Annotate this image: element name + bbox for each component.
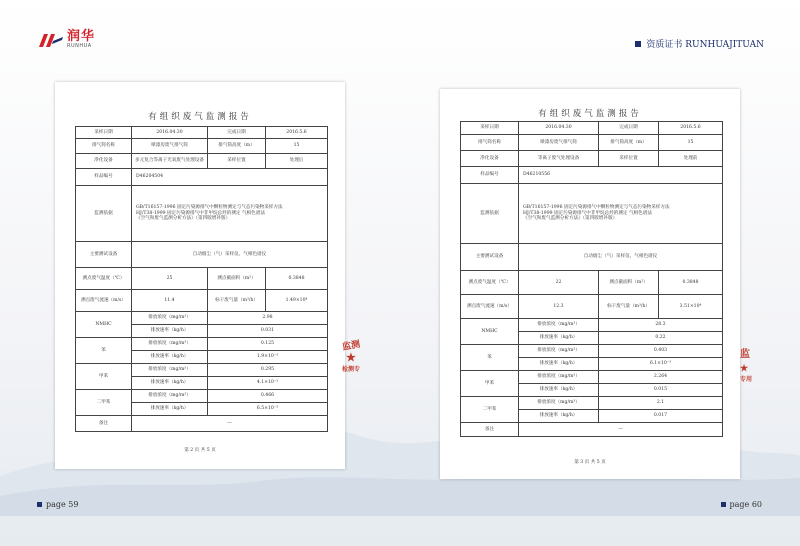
stamp-text: 监测 bbox=[341, 339, 362, 353]
cell-value: 处理后 bbox=[266, 154, 328, 169]
cell-value: 2.1 bbox=[599, 397, 723, 410]
cell-label: 测点废气流速（m/s） bbox=[461, 295, 519, 319]
brand-name-en: RUNHUA bbox=[67, 43, 92, 49]
cell-label: 测点截面积（m²） bbox=[208, 268, 266, 290]
cell-label: 监测依据 bbox=[461, 184, 519, 244]
cell-value: 喷漆房废气排气筒 bbox=[519, 135, 599, 151]
cell-label: 排气筒名称 bbox=[461, 135, 519, 151]
cell-value: — bbox=[519, 423, 723, 437]
cell-label: 排放浓度（mg/m³） bbox=[519, 345, 599, 358]
page-number-left bbox=[37, 500, 78, 509]
cell-value: 11.4 bbox=[132, 290, 208, 312]
cell-label: 排放浓度（mg/m³） bbox=[132, 390, 208, 403]
cell-basis bbox=[519, 184, 723, 244]
stamp-text: 监 bbox=[740, 349, 750, 360]
page-number-text: page 59 bbox=[46, 500, 79, 509]
cell-label: 测点废气温度（℃） bbox=[76, 268, 132, 290]
pollutant-name: NMHC bbox=[76, 312, 132, 338]
red-seal-stamp bbox=[342, 338, 364, 396]
cell-label: 标干废气量（m³/h） bbox=[599, 295, 659, 319]
cell-value: 等离子废气处理设备 bbox=[519, 151, 599, 167]
cell-label: 排放浓度（mg/m³） bbox=[132, 312, 208, 325]
cell-basis bbox=[132, 186, 328, 242]
cell-label: 排放速率（kg/h） bbox=[519, 332, 599, 345]
cell-label: 主要测试设备 bbox=[76, 242, 132, 268]
cell-value: 处理前 bbox=[659, 151, 723, 167]
cell-value: 6.5×10⁻³ bbox=[208, 403, 328, 416]
cell-label: 排放浓度（mg/m³） bbox=[132, 364, 208, 377]
cell-value: 3.51×10⁴ bbox=[659, 295, 723, 319]
pollutant-name: 二甲苯 bbox=[461, 397, 519, 423]
cell-value: 4.1×10⁻³ bbox=[208, 377, 328, 390]
basis-line: 《空气和废气监测分析方法》（第四版增补版） bbox=[136, 216, 231, 222]
pollutant-name: NMHC bbox=[461, 319, 519, 345]
cell-label: 标干废气量（m³/h） bbox=[208, 290, 266, 312]
page-number-text: page 60 bbox=[729, 500, 762, 509]
cell-label: 样品编号 bbox=[461, 167, 519, 184]
cell-label: 完成日期 bbox=[208, 127, 266, 139]
basis-line: 《空气和废气监测分析方法》（第四版增补版） bbox=[523, 216, 618, 222]
cell-value: 2016.04.30 bbox=[132, 127, 208, 139]
cell-label: 排放速率（kg/h） bbox=[519, 358, 599, 371]
square-bullet-icon bbox=[635, 41, 641, 47]
cell-value: 25 bbox=[132, 268, 208, 290]
cell-value: 22 bbox=[519, 271, 599, 295]
report-title: 有组织废气监测报告 bbox=[538, 109, 642, 119]
cell-value: 0.22 bbox=[599, 332, 723, 345]
stamp-text: 专用 bbox=[740, 376, 753, 383]
basis-line: HJ/T38-1999 固定污染源排气中非甲烷总烃的测定 气相色谱法 bbox=[136, 210, 265, 216]
cell-label: 排气筒高度（m） bbox=[599, 135, 659, 151]
cell-value: — bbox=[132, 416, 328, 432]
basis-line: GB/T16157-1996 固定污染源排气中颗粒物测定与气态污染物采样方法 bbox=[523, 205, 670, 211]
cell-value: D46210556 bbox=[519, 167, 723, 184]
cell-label: 备注 bbox=[461, 423, 519, 437]
stamp-star-icon: ★ bbox=[740, 364, 749, 374]
cell-value: 0.125 bbox=[208, 338, 328, 351]
cell-value: 28.3 bbox=[599, 319, 723, 332]
cell-value: 1.49×10⁴ bbox=[266, 290, 328, 312]
cell-label: 完成日期 bbox=[599, 122, 659, 135]
cell-value: 0.466 bbox=[208, 390, 328, 403]
cell-value: 1.9×10⁻³ bbox=[208, 351, 328, 364]
cell-label: 排放浓度（mg/m³） bbox=[519, 371, 599, 384]
pollutant-name: 苯 bbox=[461, 345, 519, 371]
report-footer: 第 3 页 共 5 页 bbox=[574, 460, 606, 465]
cell-label: 测点废气流速（m/s） bbox=[76, 290, 132, 312]
pollutant-name: 甲苯 bbox=[461, 371, 519, 397]
cell-value: 喷漆房废气排气筒 bbox=[132, 139, 208, 154]
square-bullet-icon bbox=[721, 502, 726, 507]
cell-value: 2.98 bbox=[208, 312, 328, 325]
report-sheet-right bbox=[440, 89, 740, 479]
cell-label: 排放速率（kg/h） bbox=[132, 325, 208, 338]
cell-label: 排放浓度（mg/m³） bbox=[519, 319, 599, 332]
cell-value: 2.264 bbox=[599, 371, 723, 384]
cell-label: 采样位置 bbox=[208, 154, 266, 169]
report-sheet-left bbox=[55, 82, 345, 469]
cell-value: 2016.5.6 bbox=[659, 122, 723, 135]
stamp-star-icon: ★ bbox=[346, 351, 356, 364]
cell-label: 采样位置 bbox=[599, 151, 659, 167]
cell-value: 0.403 bbox=[599, 345, 723, 358]
section-title bbox=[635, 37, 764, 50]
section-title-text: 资质证书 RUNHUAJITUAN bbox=[646, 40, 764, 50]
cell-value: 0.031 bbox=[208, 325, 328, 338]
cell-label: 净化设备 bbox=[76, 154, 132, 169]
red-seal-stamp bbox=[740, 345, 756, 395]
square-bullet-icon bbox=[37, 502, 42, 507]
cell-label: 排气筒高度（m） bbox=[208, 139, 266, 154]
cell-value: 2016.5.6 bbox=[266, 127, 328, 139]
page-number-right bbox=[721, 500, 762, 509]
cell-value: 15 bbox=[659, 135, 723, 151]
cell-label: 排放速率（kg/h） bbox=[132, 403, 208, 416]
cell-label: 排放速率（kg/h） bbox=[132, 351, 208, 364]
cell-value: 0.3848 bbox=[659, 271, 723, 295]
pollutant-name: 二甲苯 bbox=[76, 390, 132, 416]
brand-name-cn: 润华 bbox=[67, 29, 96, 44]
cell-label: 排放浓度（mg/m³） bbox=[519, 397, 599, 410]
pollutant-name: 甲苯 bbox=[76, 364, 132, 390]
report-table bbox=[75, 126, 328, 432]
basis-line: GB/T16157-1996 固定污染源排气中颗粒物测定与气态污染物采样方法 bbox=[136, 205, 283, 211]
cell-label: 测点截面积（m²） bbox=[599, 271, 659, 295]
cell-value: 自动烟尘（气）采样仪、气相色谱仪 bbox=[132, 242, 328, 268]
stamp-text: 检测专 bbox=[342, 366, 361, 373]
cell-value: 12.3 bbox=[519, 295, 599, 319]
brand-logo bbox=[38, 30, 95, 49]
cell-label: 主要测试设备 bbox=[461, 244, 519, 271]
cell-value: 0.015 bbox=[599, 384, 723, 397]
cell-value: 0.017 bbox=[599, 410, 723, 423]
logo-mark-icon bbox=[38, 31, 64, 49]
cell-label: 样品编号 bbox=[76, 169, 132, 186]
cell-value: 0.295 bbox=[208, 364, 328, 377]
cell-value: 0.3848 bbox=[266, 268, 328, 290]
cell-value: 6.1×10⁻³ bbox=[599, 358, 723, 371]
cell-label: 采样日期 bbox=[76, 127, 132, 139]
report-footer: 第 2 页 共 5 页 bbox=[184, 448, 216, 453]
cell-value: D46204504 bbox=[132, 169, 328, 186]
cell-value: 15 bbox=[266, 139, 328, 154]
pollutant-name: 苯 bbox=[76, 338, 132, 364]
cell-label: 排放浓度（mg/m³） bbox=[132, 338, 208, 351]
cell-label: 采样日期 bbox=[461, 122, 519, 135]
cell-value: 自动烟尘（气）采样仪、气相色谱仪 bbox=[519, 244, 723, 271]
basis-line: HJ/T38-1999 固定污染源排气中非甲烷总烃的测定 气相色谱法 bbox=[523, 210, 652, 216]
cell-label: 监测依据 bbox=[76, 186, 132, 242]
cell-label: 净化设备 bbox=[461, 151, 519, 167]
cell-label: 备注 bbox=[76, 416, 132, 432]
report-table bbox=[460, 121, 723, 437]
cell-value: 多元复合等离子光氧废气处理设备 bbox=[132, 154, 208, 169]
cell-label: 排放速率（kg/h） bbox=[519, 384, 599, 397]
cell-label: 排放速率（kg/h） bbox=[519, 410, 599, 423]
cell-label: 测点废气温度（℃） bbox=[461, 271, 519, 295]
cell-label: 排放速率（kg/h） bbox=[132, 377, 208, 390]
cell-value: 2016.04.30 bbox=[519, 122, 599, 135]
report-title: 有组织废气监测报告 bbox=[148, 112, 252, 122]
cell-label: 排气筒名称 bbox=[76, 139, 132, 154]
